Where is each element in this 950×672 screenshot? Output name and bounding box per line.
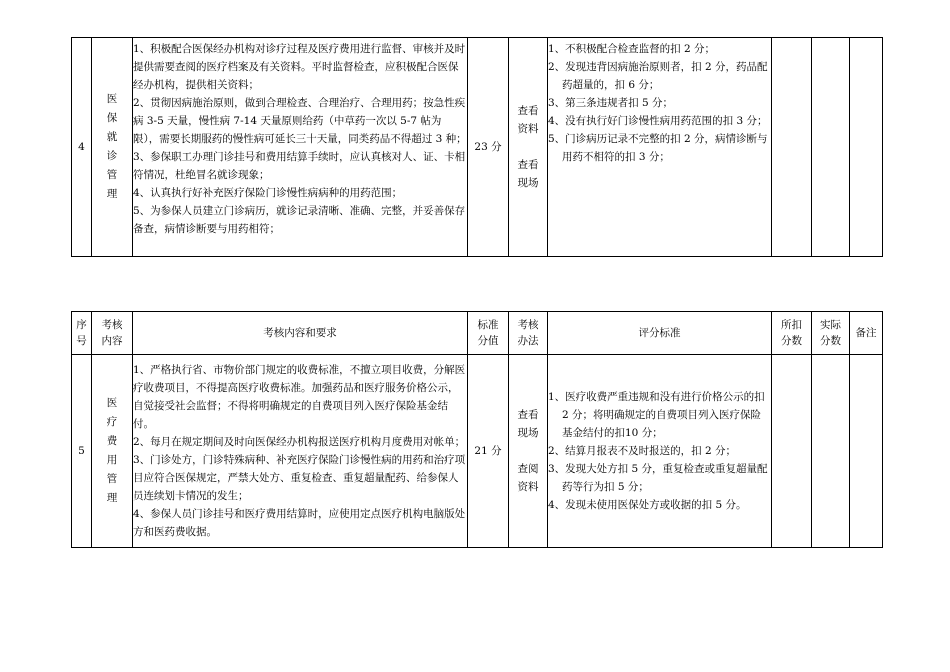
table-row (72, 355, 883, 548)
header-item: 考核内容 (92, 312, 133, 355)
row-requirements: 1、积极配合医保经办机构对诊疗过程及医疗费用进行监督、审核并及时提供需要查阅的医疗档案及有关资料。平时监督检查，应积极配合医保经办机构，提供相关资料； 2、贯彻因病施治原则，做到合理检查、合理治疗、合理用药；按急性疾病 3-5 天量，慢性病 7-14 天量原则给药（中草药一次以 5-7 帖为限），需要长期服药的慢性病可延长三十天量，同类药品不得超过 3 种； 3、参保职工办理门诊挂号和费用结算手续时，应认真核对人、证、卡相符情况，杜绝冒名就诊现象； 4、认真执行好补充医疗保险门诊慢性病病种的用药范围； 5、为参保人员建立门诊病历，就诊记录清晰、准确、完整，并妥善保存备查，病情诊断要与用药相符； (133, 38, 468, 257)
row-seq: 5 (72, 355, 92, 548)
header-deducted: 所扣分数 (772, 312, 812, 355)
row-standard-score: 21 分 (468, 355, 509, 548)
assessment-table-part-1 (71, 37, 883, 257)
row-actual-score (812, 355, 850, 548)
row-criteria: 1、不积极配合检查监督的扣 2 分； 2、发现违背因病施治原则者，扣 2 分，药品配药超量的，扣 6 分； 3、第三条违规者扣 5 分； 4、没有执行好门诊慢性病用药范围的扣 3 分； 5、门诊病历记录不完整的扣 2 分，病情诊断与用药不相符的扣 3 分； (548, 38, 772, 257)
row-deducted-score (772, 38, 812, 257)
row-seq: 4 (72, 38, 92, 257)
row-requirements: 1、严格执行省、市物价部门规定的收费标准，不擅立项目收费，分解医疗收费项目，不得提高医疗收费标准。加强药品和医疗服务价格公示，自觉接受社会监督；不得将明确规定的自费项目列入医疗保险基金结付。 2、每月在规定期间及时向医保经办机构报送医疗机构月度费用对帐单； 3、门诊处方，门诊特殊病种、补充医疗保险门诊慢性病的用药和治疗项目应符合医保规定，严禁大处方、重复检查、重复超量配药、给参保人员连续划卡情况的发生； 4、参保人员门诊挂号和医疗费用结算时，应使用定点医疗机构电脑版处方和医药费收据。 (133, 355, 468, 548)
row-standard-score: 23 分 (468, 38, 509, 257)
table-header-row (72, 312, 883, 355)
header-requirement: 考核内容和要求 (133, 312, 468, 355)
assessment-table-part-2 (71, 311, 883, 548)
row-actual-score (812, 38, 850, 257)
row-deducted-score (772, 355, 812, 548)
row-item: 医 保 就 诊 管 理 (92, 38, 133, 257)
row-method: 查看 现场 查阅 资料 (509, 355, 548, 548)
header-criteria: 评分标准 (548, 312, 772, 355)
header-standard: 标准分值 (468, 312, 509, 355)
header-remarks: 备注 (850, 312, 883, 355)
header-actual: 实际分数 (812, 312, 850, 355)
row-criteria: 1、医疗收费严重违规和没有进行价格公示的扣 2 分；将明确规定的自费项目列入医疗保险基金结付的扣10 分； 2、结算月报表不及时报送的，扣 2 分； 3、发现大处方扣 5 分，重复检查或重复超量配药等行为扣 5 分； 4、发现未使用医保处方或收据的扣 5 分。 (548, 355, 772, 548)
header-seq: 序号 (72, 312, 92, 355)
row-item: 医 疗 费 用 管 理 (92, 355, 133, 548)
row-remarks (850, 38, 883, 257)
table-row (72, 38, 883, 257)
header-method: 考核办法 (509, 312, 548, 355)
row-method: 查看 资料 查看 现场 (509, 38, 548, 257)
row-remarks (850, 355, 883, 548)
